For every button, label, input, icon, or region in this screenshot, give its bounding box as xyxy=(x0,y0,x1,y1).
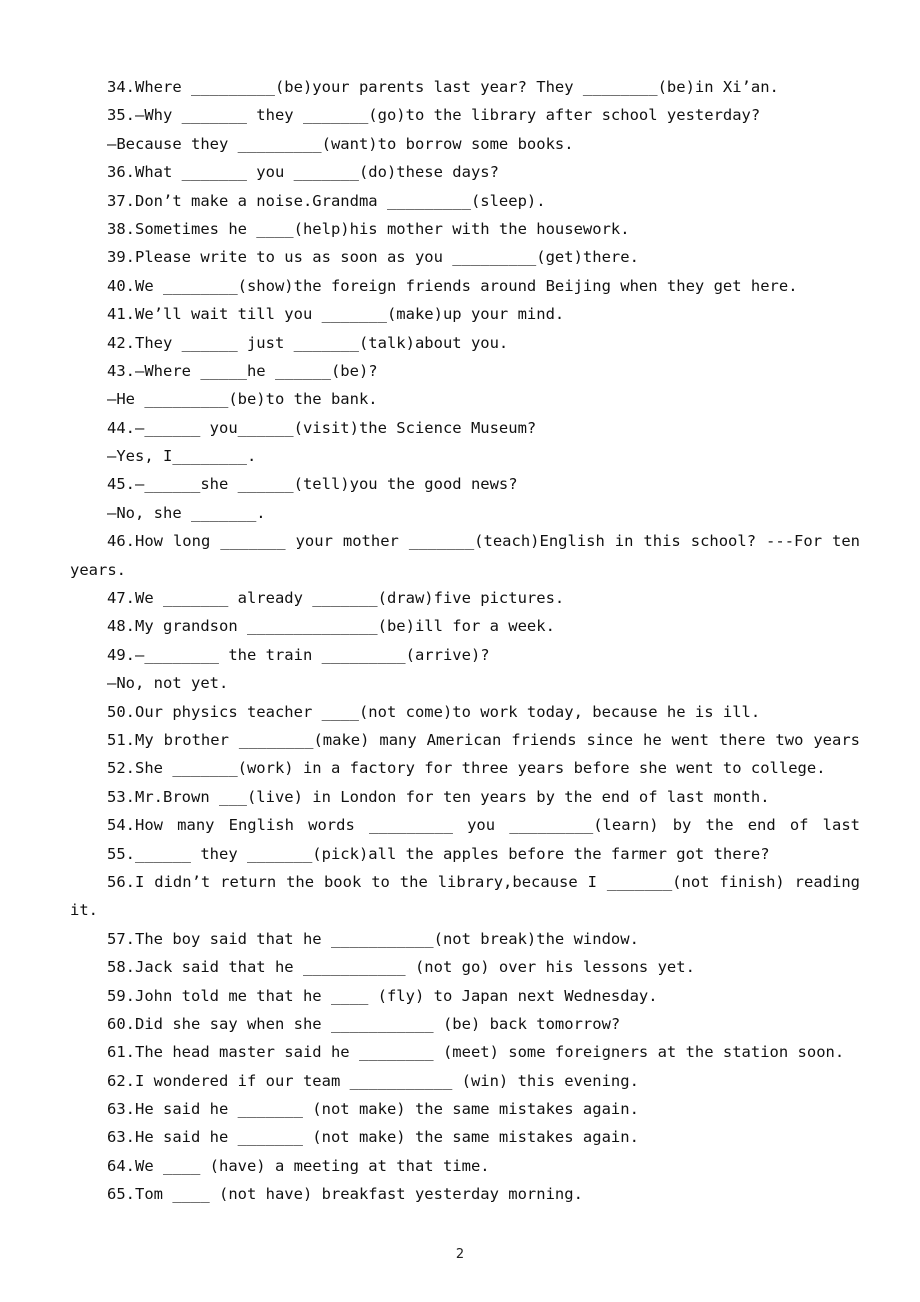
exercise-line: 58.Jack said that he ___________ (not go) over his lessons yet. xyxy=(107,958,695,977)
exercise-line: 52.She _______(work) in a factory for three years before she went to college. xyxy=(107,759,826,778)
exercise-line: 47.We _______ already _______(draw)five pictures. xyxy=(107,589,565,608)
exercise-line: 56.I didn’t return the book to the library,because I _______(not finish) reading xyxy=(107,872,860,891)
exercise-line: 55.______ they _______(pick)all the apples before the farmer got there? xyxy=(107,844,770,863)
exercise-line: 43.—Where _____he ______(be)? xyxy=(107,361,378,380)
exercise-line: —Because they _________(want)to borrow some books. xyxy=(107,134,574,153)
exercise-line: 40.We ________(show)the foreign friends around Beijing when they get here. xyxy=(107,276,798,295)
exercise-line: —No, not yet. xyxy=(107,674,229,693)
exercise-line: 49.—________ the train _________(arrive)? xyxy=(107,645,490,664)
exercise-line: 54.How many English words _________ you _________(learn) by the end of last xyxy=(107,816,860,835)
exercise-line-continuation: years. xyxy=(70,560,126,579)
exercise-line: 45.—______she ______(tell)you the good news? xyxy=(107,475,518,494)
page-number: 2 xyxy=(455,1247,465,1262)
exercise-line: 57.The boy said that he ___________(not break)the window. xyxy=(107,929,639,948)
exercise-line: 41.We’ll wait till you _______(make)up your mind. xyxy=(107,305,565,324)
exercise-line: 60.Did she say when she ___________ (be) back tomorrow? xyxy=(107,1014,621,1033)
exercise-line: —No, she _______. xyxy=(107,503,266,522)
exercise-line: 64.We ____ (have) a meeting at that time. xyxy=(107,1156,490,1175)
exercise-line: 34.Where _________(be)your parents last year? They ________(be)in Xi’an. xyxy=(107,78,779,96)
exercise-line: 35.—Why _______ they _______(go)to the library after school yesterday? xyxy=(107,106,761,125)
exercise-line: 48.My grandson ______________(be)ill for a week. xyxy=(107,617,555,636)
exercise-line: 46.How long _______ your mother _______(teach)English in this school? ---For ten xyxy=(107,532,860,551)
exercise-line: 51.My brother ________(make) many American friends since he went there two years xyxy=(107,730,860,749)
exercise-line: 59.John told me that he ____ (fly) to Japan next Wednesday. xyxy=(107,986,658,1005)
exercise-line: —He _________(be)to the bank. xyxy=(107,390,378,409)
exercise-line: 50.Our physics teacher ____(not come)to work today, because he is ill. xyxy=(107,702,761,721)
exercise-line: 62.I wondered if our team ___________ (win) this evening. xyxy=(107,1071,639,1090)
exercise-line: 61.The head master said he ________ (meet) some foreigners at the station soon. xyxy=(107,1043,845,1062)
exercise-line: 65.Tom ____ (not have) breakfast yesterday morning. xyxy=(107,1185,583,1204)
exercise-line: —Yes, I________. xyxy=(107,447,257,466)
exercise-line: 42.They ______ just _______(talk)about you. xyxy=(107,333,509,352)
exercise-line: 63.He said he _______ (not make) the same mistakes again. xyxy=(107,1100,639,1119)
exercise-line-continuation: it. xyxy=(70,901,98,920)
exercise-line: 44.—______ you______(visit)the Science Museum? xyxy=(107,418,537,437)
exercise-line: 38.Sometimes he ____(help)his mother with the housework. xyxy=(107,219,630,238)
exercise-line: 37.Don’t make a noise.Grandma _________(sleep). xyxy=(107,191,546,210)
exercise-line: 63.He said he _______ (not make) the same mistakes again. xyxy=(107,1128,639,1147)
exercise-list xyxy=(70,73,860,1209)
exercise-line: 36.What _______ you _______(do)these days? xyxy=(107,163,499,182)
exercise-line: 39.Please write to us as soon as you _________(get)there. xyxy=(107,248,639,267)
exercise-line: 53.Mr.Brown ___(live) in London for ten years by the end of last month. xyxy=(107,787,770,806)
